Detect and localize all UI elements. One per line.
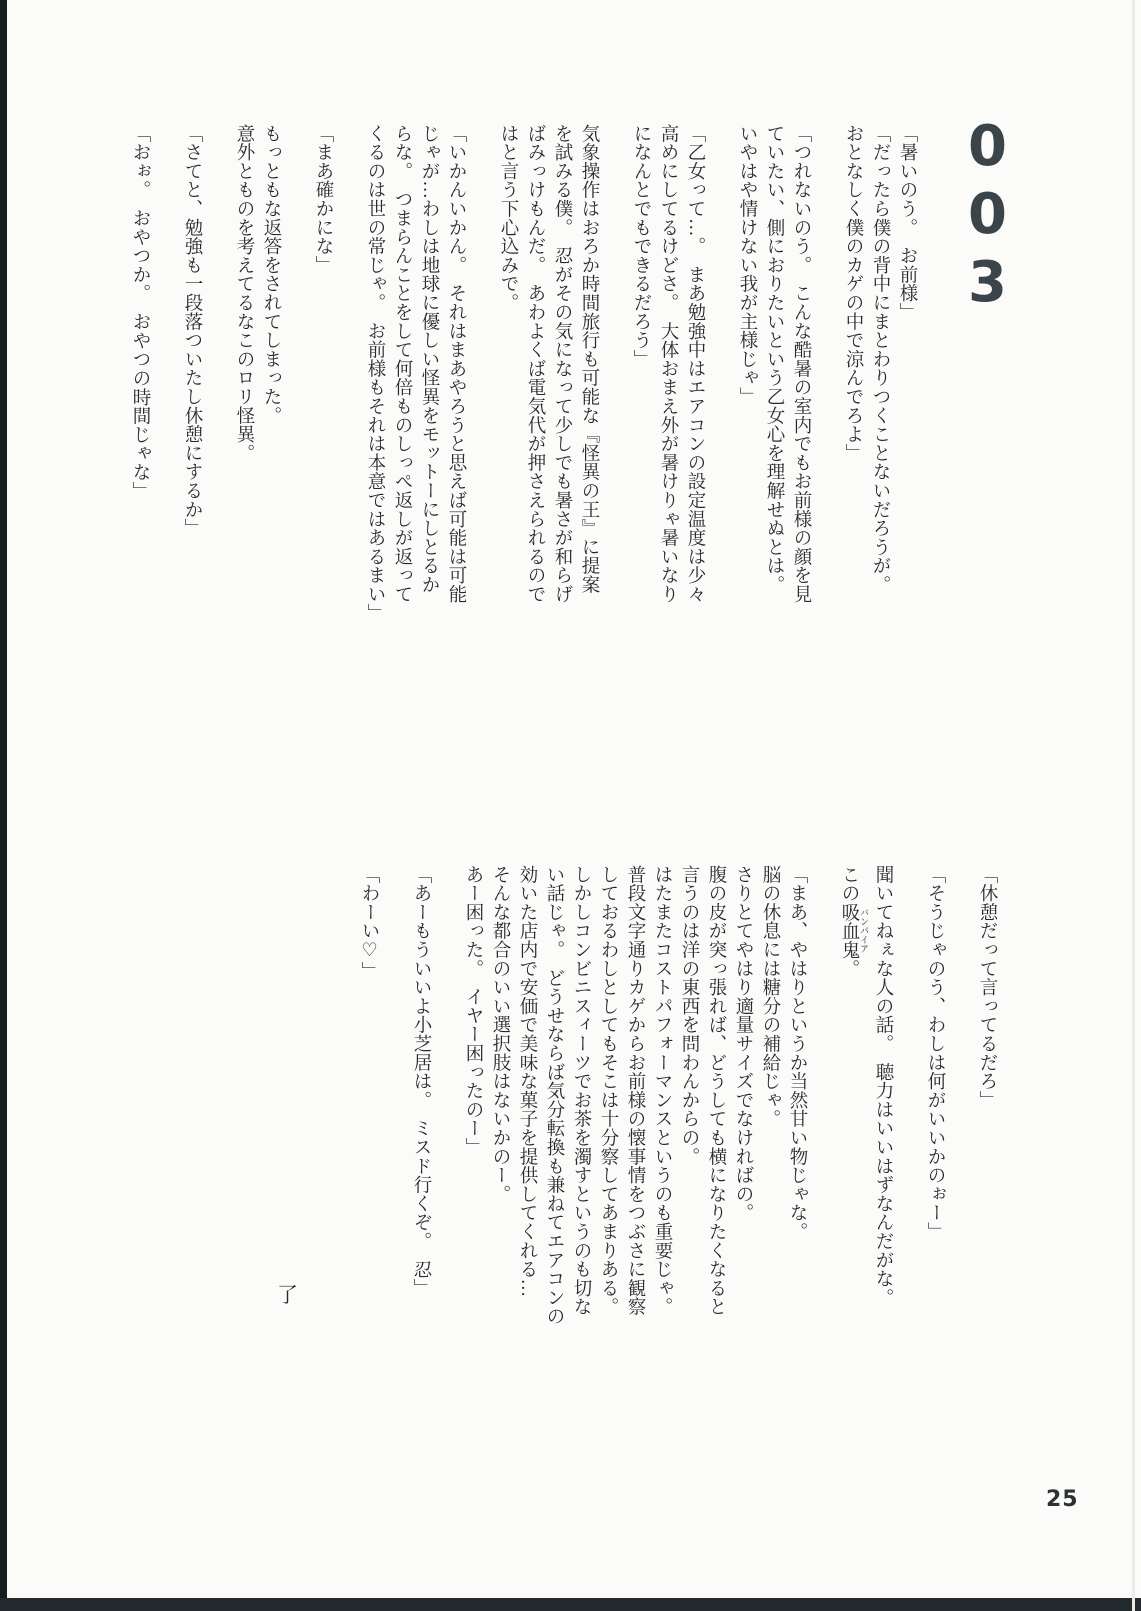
text-column: 「乙女って…。 まあ勉強中はエアコンの設定温度は少々 [685,124,705,604]
text-column: 意外とものを考えてるなこのロリ怪異。 [234,124,254,463]
text-column: 「だったら僕の背中にまとわりつくことないだろうが。 [870,124,890,594]
end-mark: 了 [277,1283,298,1307]
text-column: 「そうじゃのう、わしは何がいいかのぉー」 [925,865,945,1241]
text-column: この吸血鬼 バンパイア。 [839,865,869,978]
text-column: 「休憩だって言ってるだろ」 [977,865,997,1110]
text-column: 「いかんいかん。 それはまあやろうと思えば可能は可能 [446,124,466,604]
text-column: ばみっけもんだ。 あわよくば電気代が押さえられるので [525,124,545,604]
text-column: 「さてと、勉強も一段落ついたし休憩にするか」 [182,124,202,538]
text-column: くるのは世の常じゃ。 お前様もそれは本意ではあるまい」 [365,124,385,623]
text-column: 「まあ、やはりというか当然甘い物じゃな。 [787,865,807,1241]
text-column: 効いた店内で安価で美味な菓子を提供してくれる… [517,865,537,1298]
text-column: 気象操作はおろか時間旅行も可能な『怪異の王』に提案 [579,124,599,594]
text-column: さりとてやはり適量サイズでなければの。 [733,865,753,1223]
text-column: い話じゃ。 どうせならば気分転換も兼ねてエアコンの [544,865,564,1326]
text-column: 言うのは洋の東西を問わんからの。 [679,865,699,1166]
text-column: いやはや情けない我が主様じゃ」 [737,124,757,406]
text-column: 「わーい♡」 [359,865,379,981]
text-block-top [126,124,920,644]
chapter-number: 003 [955,114,1020,318]
text-column: ていたい、側におりたいという乙女心を理解せぬとは。 [764,124,784,594]
text-column: 高めにしてるけどさ。 大体おまえ外が暑けりゃ暑いなり [658,124,678,604]
text-column: おとなしく僕のカゲの中で涼んでろよ」 [843,124,863,463]
scan-edge-bottom [0,1598,1141,1611]
text-column: 「まあ確かにな」 [313,124,333,275]
text-column: しておるわしとしてもそこは十分察してあまりある。 [598,865,618,1317]
text-column: あー困った。 イヤー困ったのー」 [463,865,483,1157]
text-column: になんとでもできるだろう」 [631,124,651,369]
text-column: 「おぉ。 おやつか。 おやつの時間じゃな」 [130,124,150,501]
text-column: じゃが…わしは地球に優しい怪異をモットーにしとるか [419,124,439,594]
text-column: はと言う下心込みで。 [498,124,518,312]
text-column: 「あーもういいよ小芝居は。 ミスド行くぞ。 忍」 [411,865,431,1298]
text-column: 腹の皮が突っ張れば、どうしても横になりたくなると [706,865,726,1317]
page-number: 25 [1046,1487,1079,1512]
scan-edge-right [1132,0,1135,1611]
text-column: そんな都合のいい選択肢はないかのー。 [490,865,510,1204]
text-column: 脳の休息には糖分の補給じゃ。 [760,865,780,1129]
text-column: らな。 つまらんことをして何倍ものしっぺ返しが返って [392,124,412,604]
text-column: 聞いてねぇな人の話。 聴力はいいはずなんだがな。 [873,865,893,1307]
scan-edge-left [0,0,7,1611]
text-column: 「暑いのう。 お前様」 [897,124,917,322]
text-column: 普段文字通りカゲからお前様の懐事情をつぶさに観察 [625,865,645,1317]
text-block-bottom [355,865,1000,1345]
text-column: を試みる僕。 忍がその気になって少しでも暑さが和らげ [552,124,572,604]
text-column: はたまたコストパフォーマンスというのも重要じゃ。 [652,865,672,1317]
text-column: もっともな返答をされてしまった。 [261,124,281,425]
text-column: しかしコンビニスィーツでお茶を濁すというのも切な [571,865,591,1317]
text-column: 「つれないのう。 こんな酷暑の室内でもお前様の顔を見 [791,124,811,604]
